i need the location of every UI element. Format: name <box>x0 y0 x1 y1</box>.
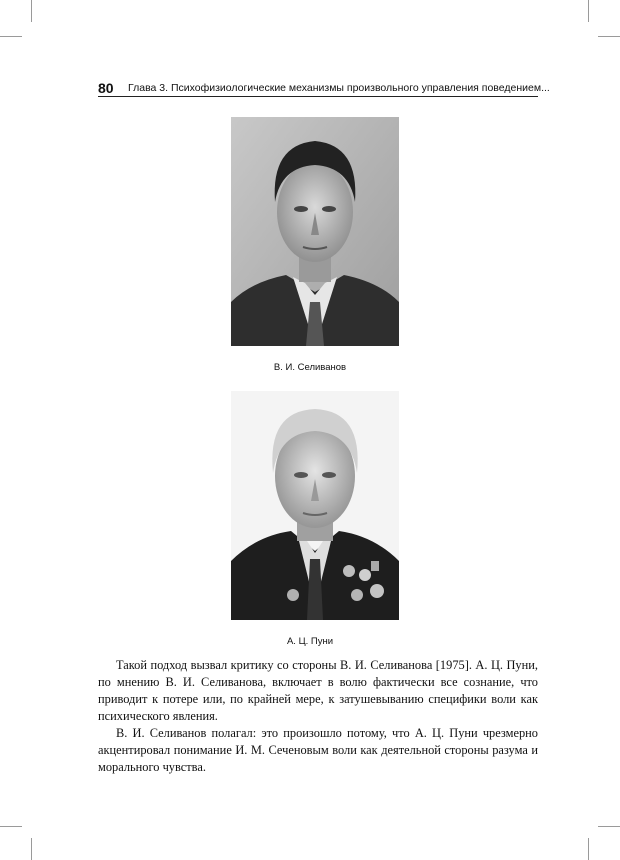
paragraph: Такой подход вызвал критику со стороны В. И. Селиванова [1975]. А. Ц. Пуни, по мнению В. И. Селиванова, включает в волю фактически все сознание, что приводит к потере или, по крайней мере, к затушевыванию специфики воли как психического явления. <box>98 658 538 723</box>
crop-mark <box>0 826 22 827</box>
crop-mark <box>598 826 620 827</box>
running-header <box>98 80 550 97</box>
portrait-photo <box>231 391 399 620</box>
crop-mark <box>31 0 32 22</box>
paragraph: В. И. Селиванов полагал: это произошло потому, что А. Ц. Пуни чрезмерно акцентировал понимание И. М. Сеченовым воли как деятельной стороны разума и морального чувства. <box>98 726 538 774</box>
crop-mark <box>598 36 620 37</box>
body-text <box>98 657 538 776</box>
portrait-image <box>231 117 399 346</box>
portrait-photo <box>231 117 399 346</box>
crop-mark <box>588 0 589 22</box>
crop-mark <box>588 838 589 860</box>
page-number: 80 <box>98 80 114 96</box>
running-head-title: Глава 3. Психофизиологические механизмы произвольного управления поведением... <box>128 82 550 94</box>
crop-mark <box>0 36 22 37</box>
crop-mark <box>31 838 32 860</box>
figure-caption: А. Ц. Пуни <box>286 636 334 647</box>
figure-caption: В. И. Селиванов <box>273 362 347 373</box>
portrait-image <box>231 391 399 620</box>
